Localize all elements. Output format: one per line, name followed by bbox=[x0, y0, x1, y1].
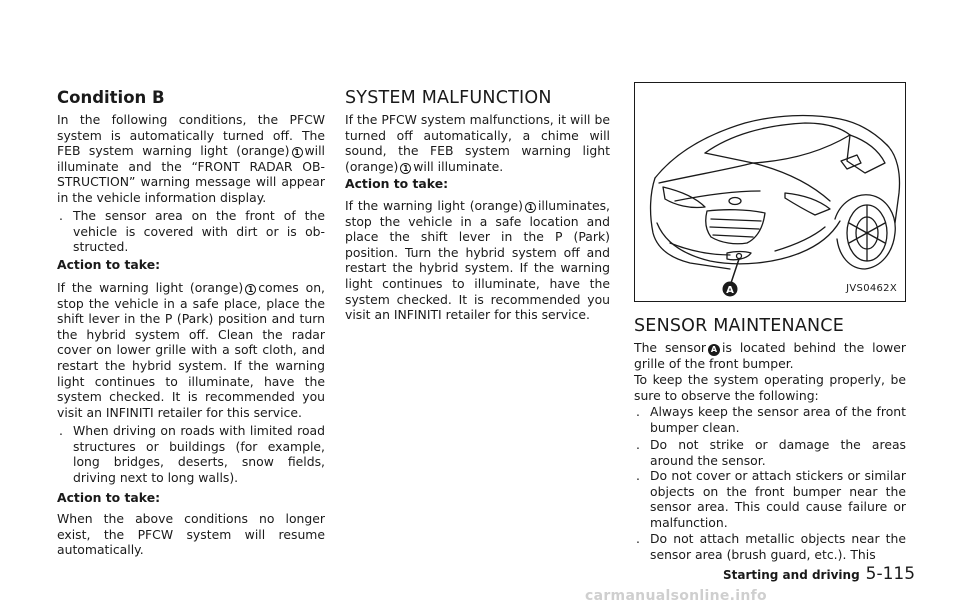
bullet-icon: . bbox=[59, 208, 63, 223]
action-1-text: If the warning light (orange) 1 comes on, stop the vehicle in a safe place, place the shift lever in the P (Park) position and turn the hybrid system off. Clean the radar cover on lower grille with a soft cloth, and restart the hybrid system. If the warning light continues to illuminate, have the system checked. It is recommended you visit an INFINITI retailer for this service. bbox=[57, 280, 325, 420]
condition-b-heading: Condition B bbox=[57, 88, 165, 107]
bullet-no-metallic: . Do not attach metallic objects near the sensor area (brush guard, etc.). This bbox=[636, 531, 906, 562]
observe-para: To keep the system operating properly, be sure to observe the following: bbox=[634, 372, 906, 403]
bullet-keep-clean: . Always keep the sensor area of the front bumper clean. bbox=[636, 404, 906, 435]
marker-1-icon: 1 bbox=[525, 202, 536, 213]
sensor-location-figure bbox=[634, 82, 906, 302]
malfunction-action-label: Action to take: bbox=[345, 176, 449, 191]
action-2-text: When the above conditions no longer exist, the PFCW system will resume automatically. bbox=[57, 511, 325, 558]
bullet-icon: . bbox=[636, 437, 640, 452]
car-illustration bbox=[635, 83, 905, 301]
bullet-do-not-cover: . Do not cover or attach stickers or similar objects on the front bumper near the sensor area. This could cause failure or malfunction. bbox=[636, 468, 906, 530]
action-label-1: Action to take: bbox=[57, 257, 161, 272]
system-malfunction-heading: SYSTEM MALFUNCTION bbox=[345, 88, 552, 108]
bullet-icon: . bbox=[59, 423, 63, 438]
page-number: 5-115 bbox=[865, 564, 916, 584]
malfunction-para: If the PFCW system malfunctions, it will be turned off automatically, a chime will sound, the FEB system warning light (orange) 1 will illuminate. bbox=[345, 112, 610, 174]
sensor-location-para: The sensor A is located behind the lower grille of the front bumper. bbox=[634, 340, 907, 371]
bullet-do-not-strike: . Do not strike or damage the areas around the sensor. bbox=[636, 437, 906, 468]
watermark: carmanualsonline.info bbox=[585, 588, 767, 604]
bullet-sensor-covered: . The sensor area on the front of the vehicle is covered with dirt or is ob-structed. bbox=[59, 208, 325, 255]
condition-b-intro: In the following conditions, the PFCW system is automatically turned off. The FEB system warning light (orange) 1 will illuminate and the “FRONT RADAR OB-STRUCTION” warning message will appear in the vehicle information display. bbox=[57, 112, 325, 205]
action-label-2: Action to take: bbox=[57, 490, 161, 505]
malfunction-action-text: If the warning light (orange) 1 illuminates, stop the vehicle in a safe location and place the shift lever in the P (Park) position. Turn the hybrid system off and restart the hybrid system. If the warning light continues to illuminate, have the system checked. It is recommended you visit an INFINITI retailer for this service. bbox=[345, 198, 610, 323]
sensor-maintenance-heading: SENSOR MAINTENANCE bbox=[634, 316, 844, 336]
bullet-limited-structures: . When driving on roads with limited road structures or buildings (for example, long bridges, deserts, snow fields, driving next to long walls). bbox=[59, 423, 325, 485]
bullet-icon: . bbox=[636, 531, 640, 546]
page-footer bbox=[723, 564, 916, 584]
marker-1-icon: 1 bbox=[292, 147, 303, 158]
callout-a-label: A bbox=[726, 285, 734, 296]
callout-line bbox=[731, 259, 739, 283]
marker-a-icon: A bbox=[708, 344, 720, 356]
bullet-icon: . bbox=[636, 404, 640, 419]
marker-1-icon: 1 bbox=[245, 284, 256, 295]
footer-section: Starting and driving bbox=[723, 568, 860, 582]
bullet-icon: . bbox=[636, 468, 640, 483]
marker-1-icon: 1 bbox=[400, 163, 411, 174]
figure-code: JVS0462X bbox=[846, 283, 897, 295]
